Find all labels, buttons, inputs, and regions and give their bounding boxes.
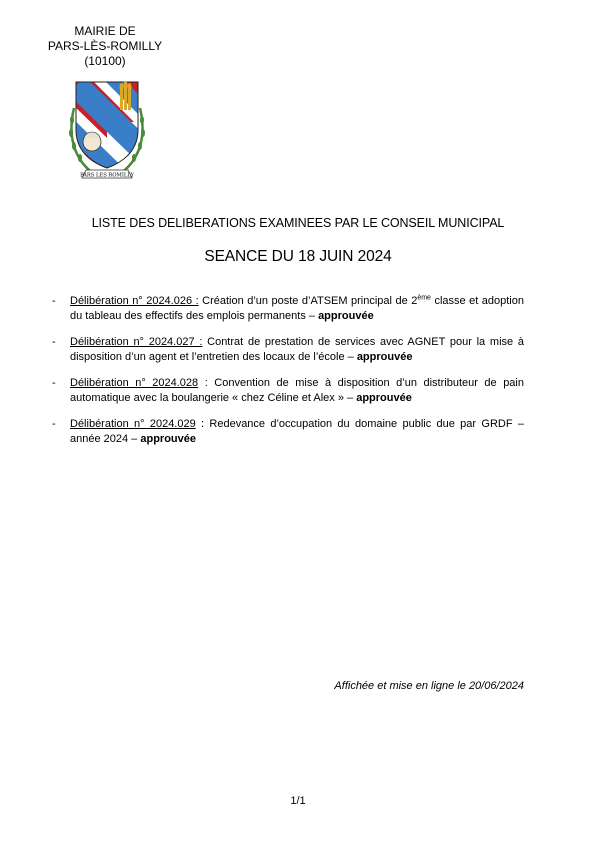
deliberation-text: Création d’un poste d’ATSEM principal de 2 <box>198 295 418 307</box>
deliberation-reference: Délibération n° 2024.027 : <box>70 336 203 348</box>
list-bullet: - <box>52 336 56 348</box>
list-bullet: - <box>52 377 56 389</box>
letterhead <box>40 24 170 69</box>
deliberation-status: approuvée <box>356 391 412 404</box>
deliberation-item <box>52 294 524 323</box>
deliberation-reference: Délibération n° 2024.026 : <box>70 295 199 307</box>
posting-notice: Affichée et mise en ligne le 20/06/2024 <box>334 680 524 692</box>
deliberation-list <box>52 294 524 458</box>
list-bullet: - <box>52 418 56 430</box>
deliberation-status: approuvée <box>140 432 196 445</box>
deliberation-reference: Délibération n° 2024.028 <box>70 377 199 389</box>
deliberation-status: approuvée <box>318 309 374 322</box>
document-title: LISTE DES DELIBERATIONS EXAMINEES PAR LE CONSEIL MUNICIPAL <box>91 216 505 230</box>
deliberation-item <box>52 376 524 405</box>
coat-of-arms-logo <box>66 78 148 182</box>
mairie-label: MAIRIE DE <box>74 24 136 38</box>
deliberation-item <box>52 335 524 364</box>
deliberation-text-cont: classe et adoption du tableau des effectifs des emplois permanents – <box>70 295 524 322</box>
list-bullet: - <box>52 295 56 307</box>
deliberation-item <box>52 417 524 446</box>
page-number: 1/1 <box>290 795 306 807</box>
deliberation-text: : Convention de mise à disposition d’un distributeur de pain automatique avec la boulangerie « chez Céline et Alex » – <box>70 377 524 404</box>
deliberation-status: approuvée <box>356 350 413 363</box>
postal-code: (10100) <box>84 54 126 68</box>
session-title: SEANCE DU 18 JUIN 2024 <box>204 248 392 265</box>
crest-motto-text: PARS LES ROMILLY <box>80 172 134 179</box>
commune-name: PARS-LÈS-ROMILLY <box>47 39 163 53</box>
deliberation-reference: Délibération n° 2024.029 <box>70 418 196 430</box>
ordinal-superscript: ème <box>417 294 431 302</box>
deliberation-text: : Redevance d’occupation du domaine public due par GRDF – année 2024 – <box>70 418 524 445</box>
deliberation-text: Contrat de prestation de services avec AGNET pour la mise à disposition d’un agent et l’entretien des locaux de l’école – <box>70 336 524 363</box>
